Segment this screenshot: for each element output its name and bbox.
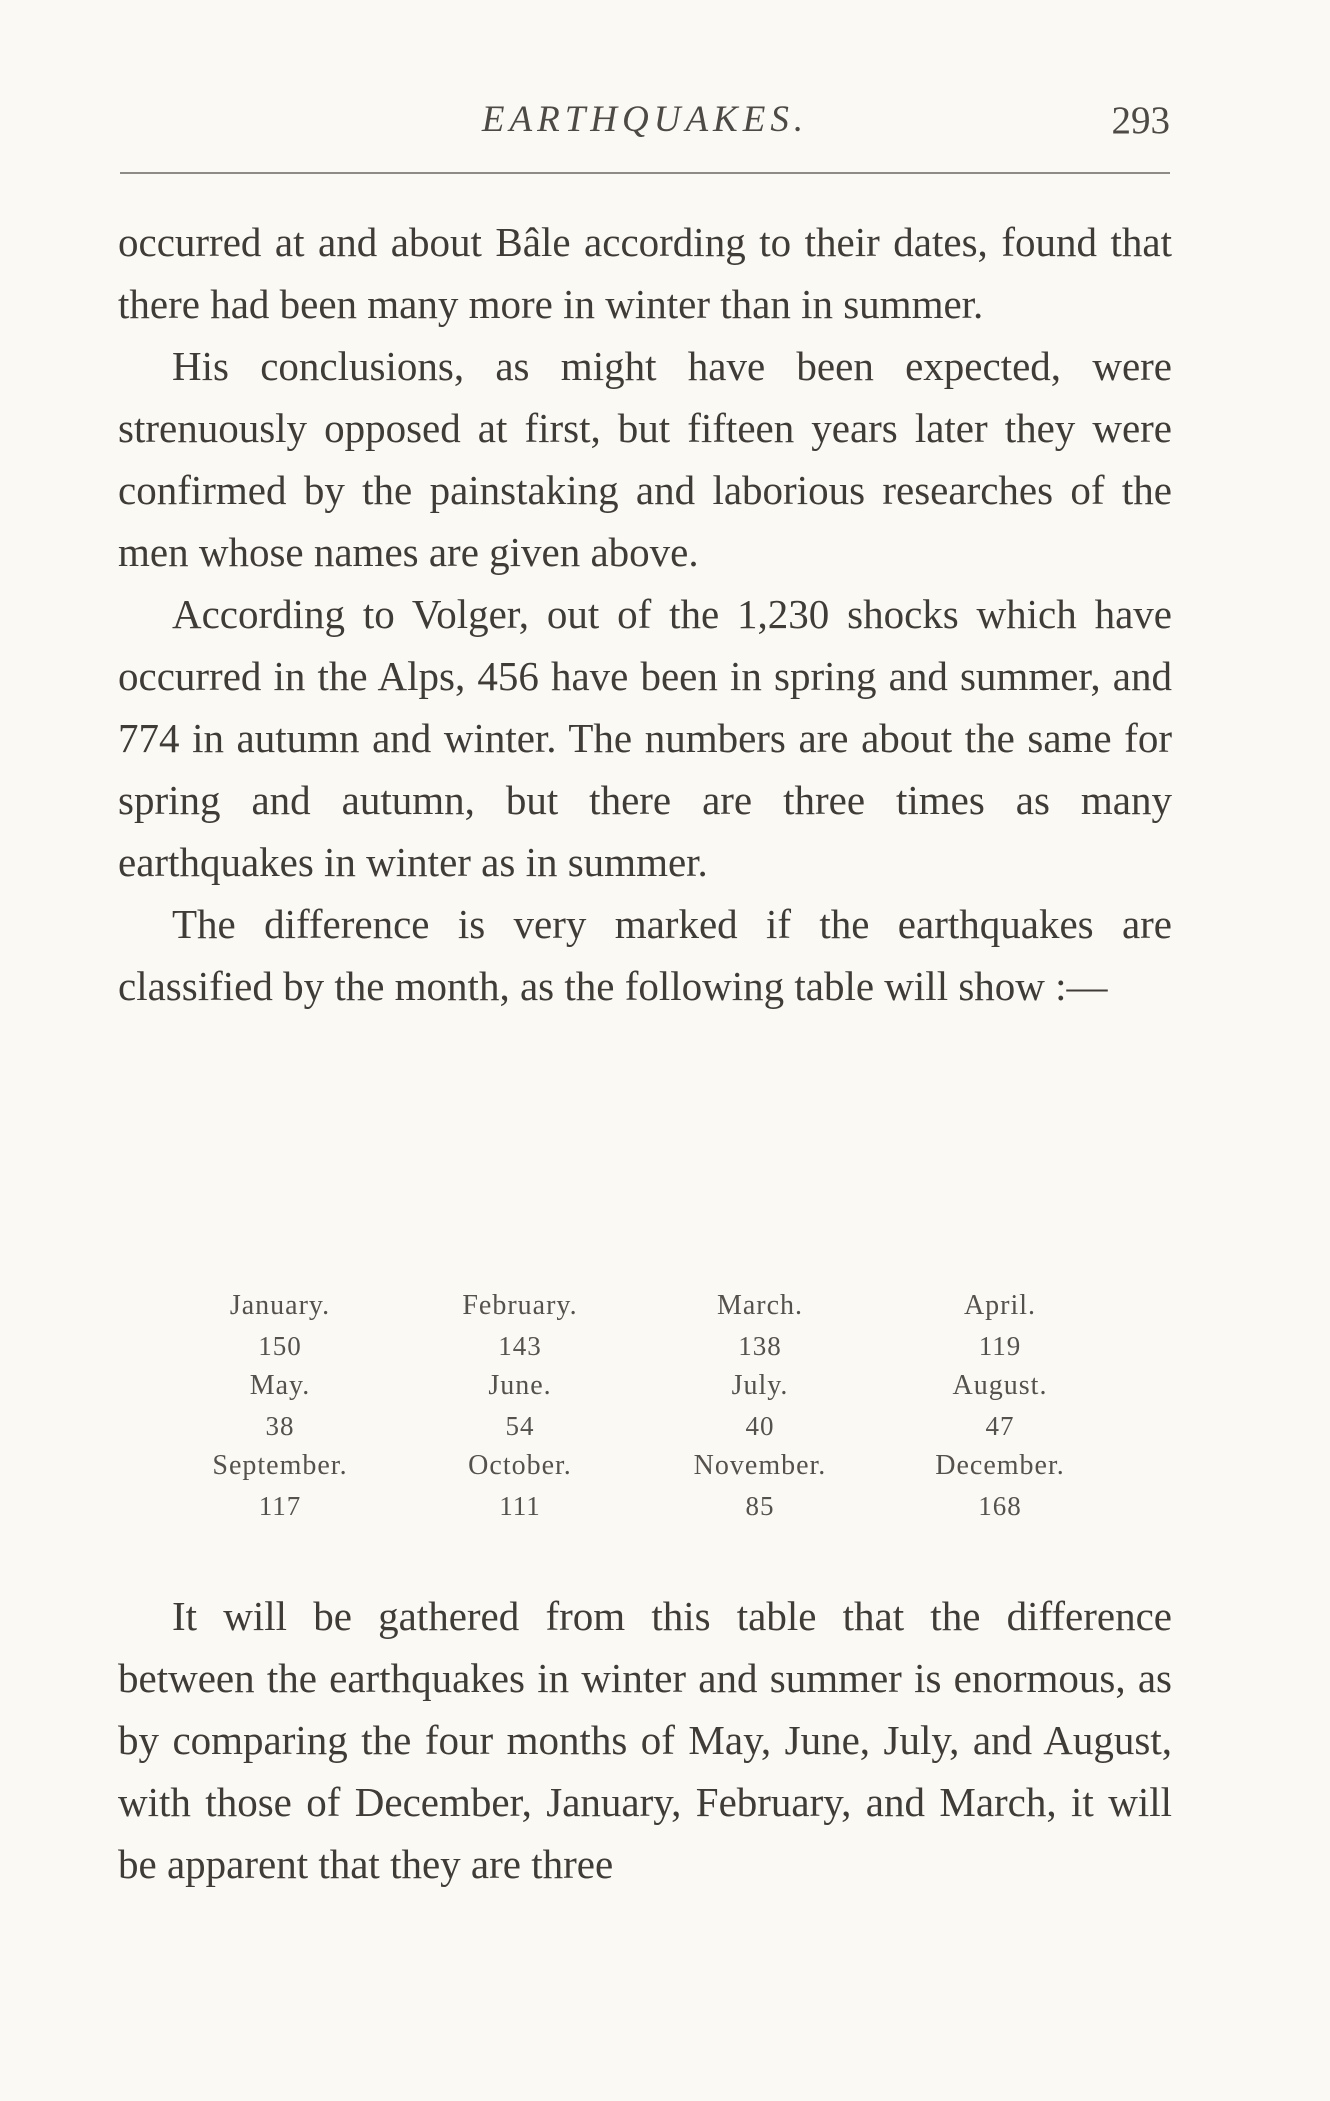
paragraph-3: According to Volger, out of the 1,230 shocks which have occurred in the Alps, 456 have been in spring and summer, and 774 in autumn and winter. The numbers are about the same for spring and autumn, but there are three times as many earthquakes in winter as in summer. [118,591,1172,885]
month-name: March. [716,1290,804,1321]
month-count: 85 [745,1490,775,1521]
month-count: 111 [499,1490,541,1521]
month-count: 40 [745,1410,775,1441]
running-head: EARTHQUAKES. [481,99,809,140]
month-count: 38 [265,1410,295,1441]
month-name: September. [212,1450,348,1481]
month-name: April. [963,1290,1037,1321]
table-row-month-names [160,1366,1120,1406]
table-row-counts [160,1486,1120,1526]
table-row-counts [160,1406,1120,1446]
month-name: January. [229,1290,331,1321]
month-count: 150 [258,1330,302,1361]
month-name: July. [731,1370,789,1401]
month-count: 47 [985,1410,1015,1441]
month-count: 117 [258,1490,302,1521]
body-text-lower [118,1585,1172,1895]
month-name: August. [952,1370,1048,1401]
body-text-upper [118,211,1172,1017]
header-rule [120,172,1170,174]
month-name: October. [468,1450,572,1481]
page-header [120,98,1170,158]
month-count: 119 [978,1330,1022,1361]
table-row-month-names [160,1446,1120,1486]
month-name: November. [693,1450,827,1481]
paragraph-2: His conclusions, as might have been expected, were strenuously opposed at first, but fifteen years later they were confirmed by the painstaking and laborious researches of the men whose names are given above. [118,343,1172,575]
month-name: December. [935,1450,1065,1481]
paragraph-4: The difference is very marked if the earthquakes are classified by the month, as the following table will show :— [118,901,1172,1009]
table-row-counts [160,1326,1120,1366]
month-count: 168 [978,1490,1022,1521]
month-name: February. [462,1290,578,1321]
month-name: June. [488,1370,552,1401]
month-count: 54 [505,1410,535,1441]
month-count: 138 [738,1330,782,1361]
page-number: 293 [1111,99,1170,142]
table-row-month-names [160,1286,1120,1326]
month-name: May. [249,1370,311,1401]
earthquakes-by-month-table [160,1286,1120,1526]
month-count: 143 [498,1330,542,1361]
paragraph-1: occurred at and about Bâle according to their dates, found that there had been many more in winter than in summer. [118,219,1172,327]
closing-paragraph: It will be gathered from this table that the difference between the earthquakes in winter and summer is enormous, as by comparing the four months of May, June, July, and August, with those of December, January, February, and March, it will be apparent that they are three [118,1593,1172,1887]
